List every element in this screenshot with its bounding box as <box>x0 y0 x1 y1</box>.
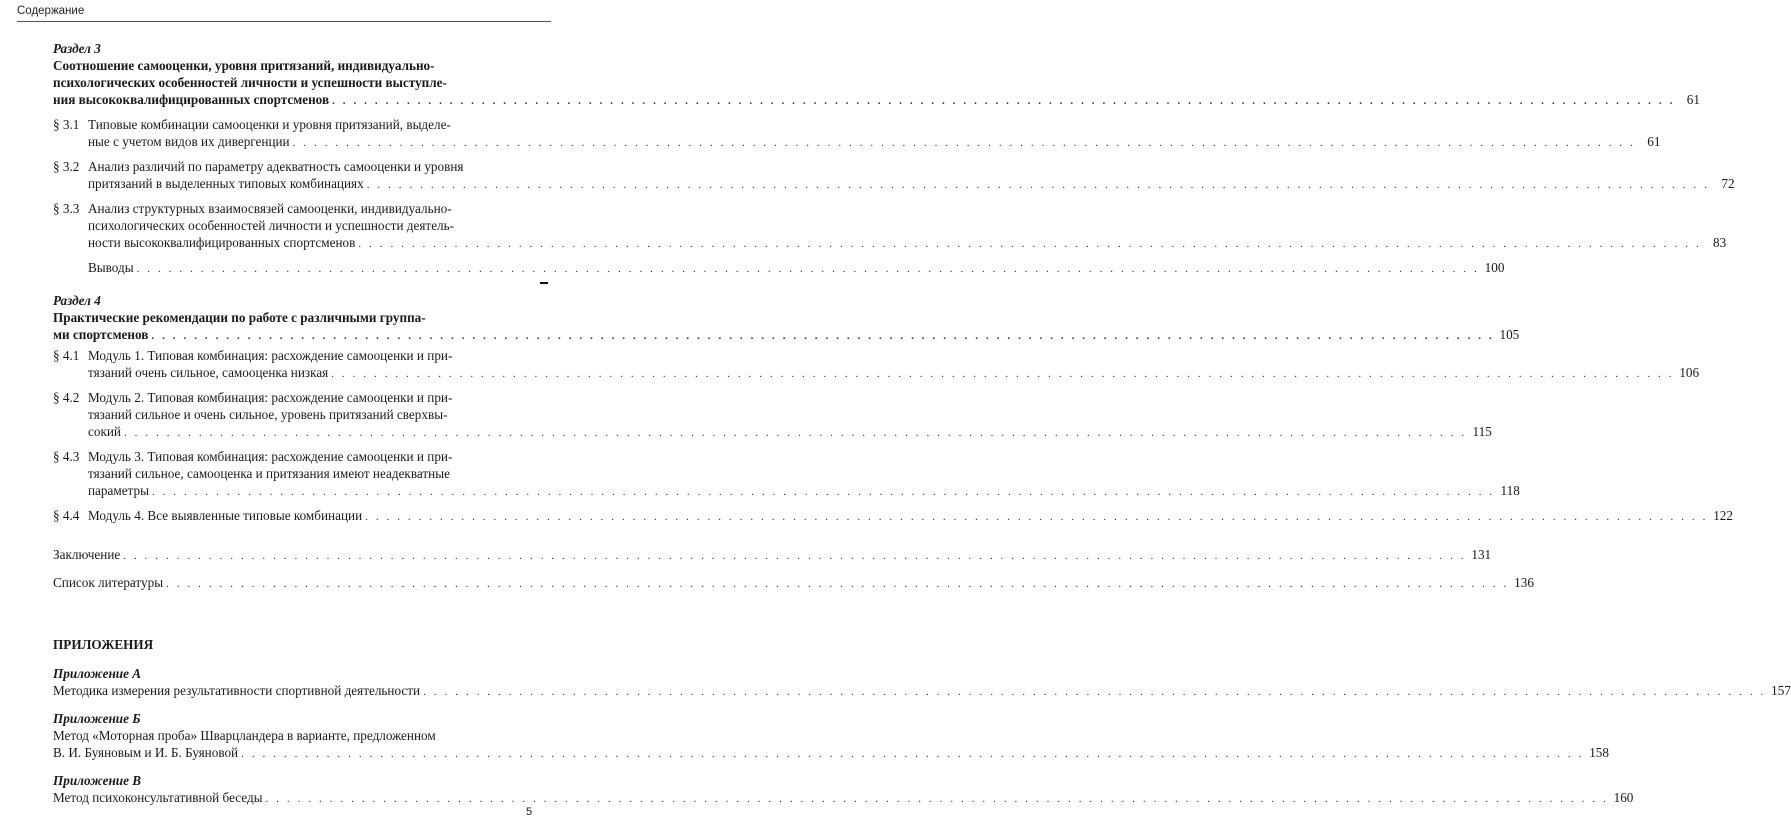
entry-line: сокий <box>88 424 121 439</box>
entry-number: § 3.1 <box>53 117 80 132</box>
section-4-title <box>53 309 1520 345</box>
entry-line: Заключение <box>53 547 121 562</box>
page-ref: 100 <box>1484 260 1505 275</box>
page-ref: 83 <box>1713 235 1727 250</box>
entry-line: тязаний очень сильное, самооценка низкая <box>88 365 329 380</box>
toc-entry-conclusion[interactable] <box>53 546 1492 565</box>
section-3-title-line: психологических особенностей личности и успешности выступле- <box>53 75 447 90</box>
entry-line: В. И. Буяновым и И. Б. Буяновой <box>53 745 239 760</box>
page-ref: 105 <box>1499 327 1520 342</box>
toc-entry-4-3[interactable] <box>53 448 1520 501</box>
page-ref: 136 <box>1514 575 1534 590</box>
entry-line: Модуль 4. Все выявленные типовые комбинации <box>88 508 363 523</box>
appendix-a-label: Приложение А <box>53 666 142 681</box>
header-rule <box>17 21 551 22</box>
section-3-label: Раздел 3 <box>53 41 101 56</box>
dot-leader <box>152 484 1495 501</box>
toc-entry-conclusions[interactable] <box>53 259 1505 278</box>
entry-line: Метод «Моторная проба» Шварцландера в варианте, предложенном <box>53 728 436 743</box>
entry-line: параметры <box>88 483 149 498</box>
page-ref: 72 <box>1721 176 1735 191</box>
toc-entry-3-2[interactable] <box>53 158 1735 194</box>
appendix-b-label: Приложение Б <box>53 711 141 726</box>
entry-number: § 3.3 <box>53 201 80 216</box>
entry-line: Модуль 3. Типовая комбинация: расхождение самооценки и при- <box>88 449 453 464</box>
toc-entry-references[interactable] <box>53 574 1534 593</box>
section-4-title-last[interactable]: ми спортсменов . . . 105 <box>53 326 533 345</box>
ink-mark <box>540 282 548 284</box>
entry-number: § 4.2 <box>53 390 80 405</box>
entry-number: § 4.3 <box>53 449 80 464</box>
dot-leader <box>123 548 1466 565</box>
entry-line: Модуль 1. Типовая комбинация: расхождение самооценки и при- <box>88 348 453 363</box>
section-3-title-last[interactable]: ния высококвалифицированных спортсменов . . . 61 <box>53 91 533 110</box>
entry-line: Список литературы <box>53 575 164 590</box>
toc-entry-4-2[interactable] <box>53 389 1492 442</box>
entry-line: притязаний в выделенных типовых комбинациях <box>88 176 364 191</box>
entry-line: ности высококвалифицированных спортсменов <box>88 235 356 250</box>
page-ref: 118 <box>1500 483 1520 498</box>
dot-leader <box>151 328 1494 345</box>
entry-line: Выводы <box>88 260 134 275</box>
dot-leader <box>137 261 1480 278</box>
entry-line: Методика измерения результативности спортивной деятельности <box>53 683 421 698</box>
dot-leader <box>365 509 1708 526</box>
page-ref: 157 <box>1771 683 1791 698</box>
dot-leader <box>367 177 1710 194</box>
entry-line: Модуль 2. Типовая комбинация: расхождение самооценки и при- <box>88 390 453 405</box>
appendices-heading: ПРИЛОЖЕНИЯ <box>53 637 154 652</box>
entry-line: тязаний сильное и очень сильное, уровень притязаний сверхвы- <box>88 407 448 422</box>
dot-leader <box>358 236 1701 253</box>
page-ref: 160 <box>1613 790 1634 805</box>
toc-entry-4-1[interactable] <box>53 347 1700 383</box>
dot-leader <box>331 366 1674 383</box>
toc-content <box>53 40 1791 808</box>
page-ref: 115 <box>1472 424 1492 439</box>
toc-entry-appendix-b[interactable] <box>53 727 1609 763</box>
entry-number: § 4.4 <box>53 508 80 523</box>
entry-number: § 3.2 <box>53 159 80 174</box>
page-ref: 61 <box>1686 92 1700 107</box>
entry-line: Типовые комбинации самооценки и уровня притязаний, выделе- <box>88 117 451 132</box>
section-4-title-line: Практические рекомендации по работе с различными группа- <box>53 310 426 325</box>
entry-line: тязаний сильное, самооценка и притязания имеют неадекватные <box>88 466 450 481</box>
dot-leader <box>124 425 1467 442</box>
toc-entry-appendix-a[interactable] <box>53 682 1791 701</box>
dot-leader <box>266 791 1609 808</box>
appendix-c-label: Приложение В <box>53 773 142 788</box>
entry-line: Метод психоконсультативной беседы <box>53 790 263 805</box>
section-3-title-line: Соотношение самооценки, уровня притязаний, индивидуально- <box>53 58 435 73</box>
page-ref: 61 <box>1647 134 1661 149</box>
dot-leader <box>423 684 1766 701</box>
entry-line: ные с учетом видов их дивергенции <box>88 134 290 149</box>
entry-number: § 4.1 <box>53 348 80 363</box>
entry-line: Анализ структурных взаимосвязей самооценки, индивидуально- <box>88 201 452 216</box>
toc-entry-3-3[interactable] <box>53 200 1727 253</box>
page-ref: 158 <box>1589 745 1609 760</box>
page-ref: 131 <box>1471 547 1492 562</box>
section-3-title <box>53 57 1700 110</box>
page-ref: 106 <box>1679 365 1700 380</box>
toc-entry-3-1[interactable] <box>53 116 1661 152</box>
page-number: 5 <box>526 806 533 818</box>
dot-leader <box>332 93 1675 110</box>
toc-entry-4-4[interactable] <box>53 507 1733 526</box>
dot-leader <box>166 576 1509 593</box>
dot-leader <box>241 746 1584 763</box>
dot-leader <box>293 135 1636 152</box>
running-header: Содержание <box>17 5 85 17</box>
page-ref: 122 <box>1713 508 1733 523</box>
entry-line: психологических особенностей личности и успешности деятель- <box>88 218 455 233</box>
toc-entry-appendix-c[interactable] <box>53 789 1634 808</box>
entry-line: Анализ различий по параметру адекватность самооценки и уровня <box>88 159 464 174</box>
section-4-label: Раздел 4 <box>53 293 101 308</box>
